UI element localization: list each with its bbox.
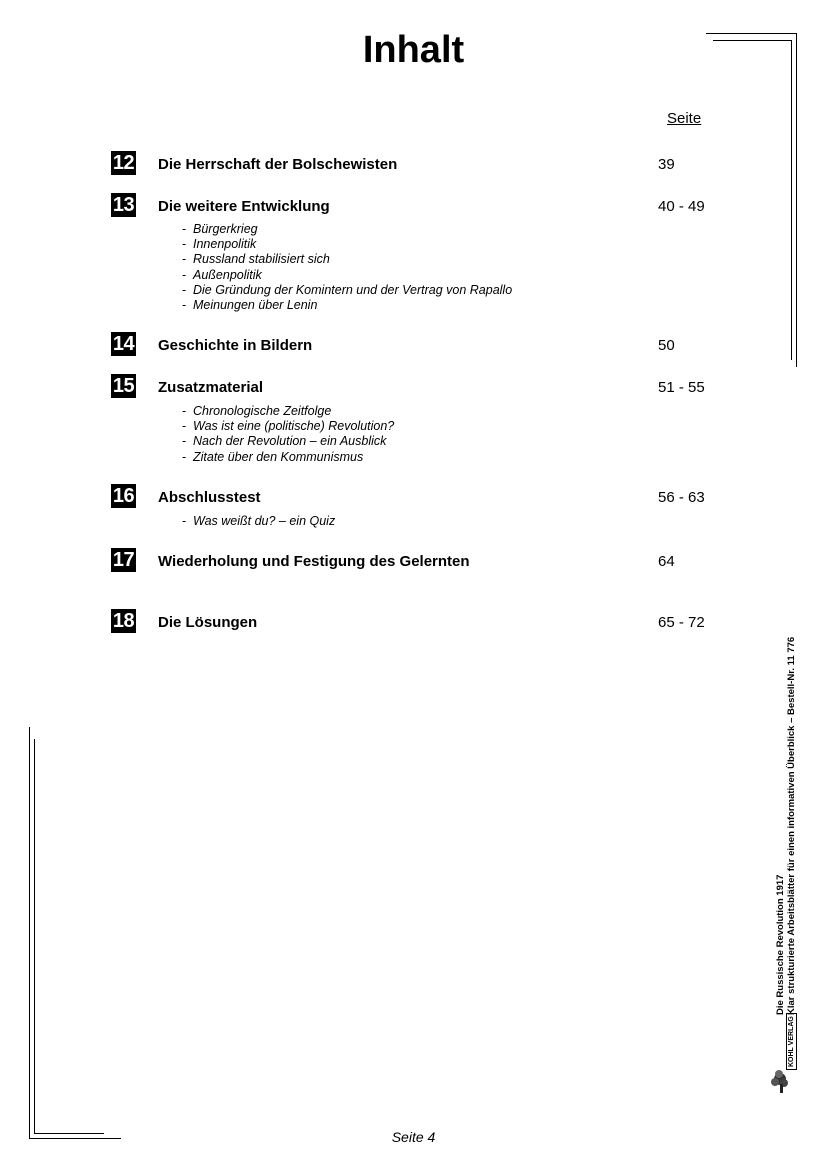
subtopic-item: - Was weißt du? – ein Quiz bbox=[182, 514, 336, 528]
toc-entry-15[interactable] bbox=[0, 374, 827, 400]
subtopic-item: - Bürgerkrieg bbox=[182, 222, 258, 236]
chapter-pages: 65 - 72 bbox=[658, 614, 705, 631]
chapter-pages: 64 bbox=[658, 553, 675, 570]
toc-entry-16[interactable] bbox=[0, 484, 827, 510]
publisher-name: KOHL VERLAG bbox=[786, 1013, 797, 1070]
side-info-line-1: Die Russische Revolution 1917 bbox=[775, 874, 786, 1015]
toc-entry-13[interactable] bbox=[0, 193, 827, 219]
subtopic-item: - Meinungen über Lenin bbox=[182, 298, 318, 313]
subtopic-item: - Innenpolitik bbox=[182, 237, 257, 252]
subtopic-item: - Nach der Revolution – ein Ausblick bbox=[182, 434, 387, 449]
subtopic-item: - Was ist eine (politische) Revolution? bbox=[182, 419, 395, 434]
chapter-number-badge: 18 bbox=[112, 610, 135, 632]
chapter-title: Abschlusstest bbox=[158, 489, 261, 506]
subtopic-item: - Chronologische Zeitfolge bbox=[182, 404, 332, 418]
chapter-number-badge: 13 bbox=[112, 194, 135, 216]
chapter-number-badge: 12 bbox=[112, 152, 135, 174]
frame-line-right-inner bbox=[791, 40, 792, 360]
chapter-number-badge: 15 bbox=[112, 375, 135, 397]
subtopic-list-15 bbox=[182, 404, 394, 465]
frame-line-right-outer bbox=[796, 33, 797, 367]
chapter-title: Die weitere Entwicklung bbox=[158, 198, 330, 215]
subtopic-item: - Zitate über den Kommunismus bbox=[182, 449, 364, 464]
chapter-title: Zusatzmaterial bbox=[158, 379, 264, 396]
chapter-pages: 40 - 49 bbox=[658, 198, 705, 215]
frame-line-top-outer bbox=[706, 33, 796, 34]
subtopic-item: - Russland stabilisiert sich bbox=[182, 252, 330, 267]
subtopic-list-16 bbox=[182, 514, 335, 529]
chapter-number-badge: 14 bbox=[112, 333, 135, 355]
chapter-title: Die Lösungen bbox=[158, 614, 258, 631]
page-number-footer: Seite 4 bbox=[391, 1129, 436, 1145]
side-info-line-2: Klar strukturierte Arbeitsblätter für einen informativen Überblick – Bestell-Nr. 11 776 bbox=[786, 636, 797, 1015]
toc-entry-12[interactable] bbox=[0, 151, 827, 177]
subtopic-item: - Die Gründung der Komintern und der Vertrag von Rapallo bbox=[182, 282, 513, 297]
frame-line-left-outer bbox=[29, 727, 30, 1139]
chapter-pages: 39 bbox=[658, 156, 675, 173]
chapter-title: Die Herrschaft der Bolschewisten bbox=[158, 156, 398, 173]
chapter-pages: 51 - 55 bbox=[658, 379, 705, 396]
chapter-pages: 56 - 63 bbox=[658, 489, 705, 506]
chapter-title: Geschichte in Bildern bbox=[158, 337, 313, 354]
toc-entry-18[interactable] bbox=[0, 609, 827, 635]
frame-line-top-inner bbox=[713, 40, 791, 41]
chapter-number-badge: 17 bbox=[112, 549, 135, 571]
page-title: Inhalt bbox=[362, 29, 465, 71]
side-publication-info bbox=[775, 637, 797, 1015]
pages-column-header: Seite bbox=[667, 110, 702, 127]
chapter-number-badge: 16 bbox=[112, 485, 135, 507]
frame-line-left-inner bbox=[34, 739, 35, 1133]
subtopic-item: - Außenpolitik bbox=[182, 267, 262, 282]
chapter-title: Wiederholung und Festigung des Gelernten bbox=[158, 553, 470, 570]
toc-entry-17[interactable] bbox=[0, 548, 827, 574]
chapter-pages: 50 bbox=[658, 337, 675, 354]
toc-entry-14[interactable] bbox=[0, 332, 827, 358]
subtopic-list-13 bbox=[182, 222, 512, 313]
